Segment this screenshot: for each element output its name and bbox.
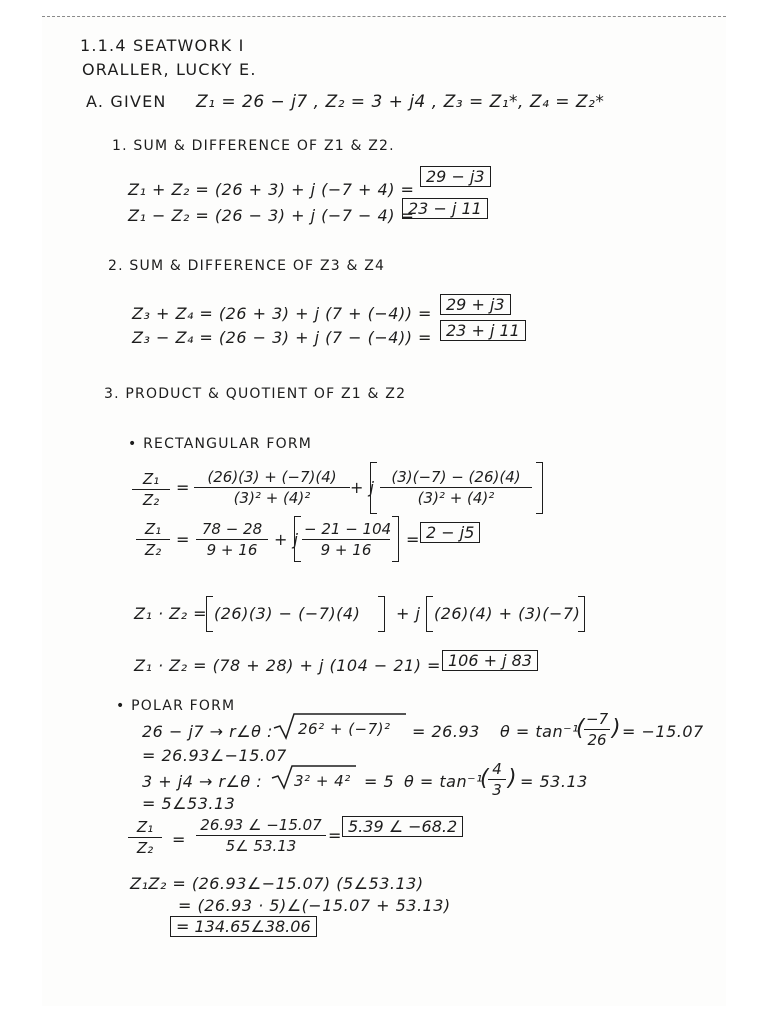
quotient-imag-denominator: (3)² + (4)²	[417, 489, 495, 507]
seatwork-heading: 1.1.4 SEATWORK I	[80, 36, 245, 55]
page-top-edge	[42, 16, 726, 17]
polar-product-answer-box: = 134.65∠38.06	[170, 916, 317, 937]
z1-theta-label: θ = tan⁻¹	[500, 722, 579, 741]
paper-sheet	[42, 16, 726, 1006]
quotient-rect-answer-box: 2 − j5	[420, 522, 480, 543]
fraction-bar	[488, 779, 506, 780]
z1-angle-denominator: 26	[587, 731, 607, 749]
equals-sign: =	[406, 530, 420, 549]
q1-difference-expression: Z₁ − Z₂ = (26 − 3) + j (−7 − 4) =	[128, 206, 415, 225]
z1-angle-fraction	[584, 710, 610, 749]
student-name: ORALLER, LUCKY E.	[82, 60, 257, 79]
given-label: A. GIVEN	[86, 92, 167, 111]
z1-polar-conversion: 26 − j7 → r∠θ :	[142, 722, 273, 741]
z2-angle-denominator: 3	[492, 781, 502, 799]
rectangular-form-label: • RECTANGULAR FORM	[128, 436, 313, 452]
paren-right: )	[612, 716, 622, 741]
z2-angle-numerator: 4	[492, 760, 502, 778]
z1-angle-value: = −15.07	[622, 722, 704, 741]
plus-j-sign: + j	[396, 604, 421, 623]
quotient2-imag-denominator: 9 + 16	[320, 541, 372, 559]
paren-right: )	[508, 766, 518, 791]
fraction-bar	[128, 837, 162, 838]
quotient2-lhs-fraction	[136, 520, 170, 559]
q1-difference-answer-box: 23 − j 11	[402, 198, 488, 219]
fraction-bar	[136, 539, 170, 540]
quotient-lhs-fraction	[132, 470, 170, 509]
left-bracket	[206, 596, 213, 632]
plus-j-sign: + j	[350, 478, 375, 497]
paren-left: (	[576, 716, 586, 741]
quotient-real-denominator: (3)² + (4)²	[233, 489, 311, 507]
right-bracket	[378, 596, 385, 632]
quotient2-lhs-numerator: Z₁	[144, 520, 162, 538]
right-bracket	[578, 596, 585, 632]
polar-quotient-answer-box: 5.39 ∠ −68.2	[342, 816, 463, 837]
quotient2-real-numerator: 78 − 28	[201, 520, 263, 538]
polar-quotient-lhs-denominator: Z₂	[136, 839, 154, 857]
product-real-part: (26)(3) − (−7)(4)	[214, 604, 361, 623]
quotient-real-numerator: (26)(3) + (−7)(4)	[207, 468, 337, 486]
quotient-imag-fraction	[380, 468, 532, 507]
z2-polar-conversion: 3 + j4 → r∠θ :	[142, 772, 263, 791]
q2-sum-expression: Z₃ + Z₄ = (26 + 3) + j (7 + (−4)) =	[132, 304, 432, 323]
z2-polar-result: = 5∠53.13	[142, 794, 236, 813]
given-values: Z₁ = 26 − j7 , Z₂ = 3 + j4 , Z₃ = Z₁*, Z₄ = Z₂*	[196, 92, 605, 112]
right-bracket	[392, 516, 399, 562]
quotient2-real-denominator: 9 + 16	[206, 541, 258, 559]
paren-left: (	[480, 766, 490, 791]
left-bracket	[426, 596, 433, 632]
z1-polar-result: = 26.93∠−15.07	[142, 746, 287, 765]
polar-product-line1: Z₁Z₂ = (26.93∠−15.07) (5∠53.13)	[130, 874, 424, 893]
polar-quotient-lhs	[128, 818, 162, 857]
quotient-real-fraction	[194, 468, 350, 507]
left-bracket	[370, 462, 377, 514]
quotient2-lhs-denominator: Z₂	[144, 541, 162, 559]
plus-j-sign: + j	[274, 530, 299, 549]
z1-magnitude: = 26.93	[412, 722, 480, 741]
equals-sign: =	[176, 530, 190, 549]
q2-difference-answer-box: 23 + j 11	[440, 320, 526, 341]
q1-title: 1. SUM & DIFFERENCE OF Z1 & Z2.	[112, 138, 395, 154]
quotient2-real-fraction	[196, 520, 268, 559]
polar-quotient-fraction	[196, 816, 326, 855]
fraction-bar	[196, 835, 326, 836]
product-lhs: Z₁ · Z₂ =	[134, 604, 207, 623]
z1-radicand: 26² + (−7)²	[298, 720, 391, 738]
quotient-lhs-denominator: Z₂	[142, 491, 160, 509]
equals-sign: =	[176, 478, 190, 497]
z2-theta-label: θ = tan⁻¹	[404, 772, 483, 791]
equals-sign: =	[172, 830, 186, 849]
q1-sum-answer-box: 29 − j3	[420, 166, 491, 187]
fraction-bar	[132, 489, 170, 490]
fraction-bar	[194, 487, 350, 488]
z2-angle-value: = 53.13	[520, 772, 588, 791]
quotient2-imag-numerator: − 21 − 104	[304, 520, 392, 538]
left-bracket	[294, 516, 301, 562]
fraction-bar	[302, 539, 390, 540]
z2-angle-fraction	[488, 760, 506, 799]
quotient-lhs-numerator: Z₁	[142, 470, 160, 488]
z2-magnitude: = 5	[364, 772, 395, 791]
fraction-bar	[196, 539, 268, 540]
q2-difference-expression: Z₃ − Z₄ = (26 − 3) + j (7 − (−4)) =	[132, 328, 432, 347]
quotient2-imag-fraction	[302, 520, 390, 559]
product-imag-part: (26)(4) + (3)(−7)	[434, 604, 581, 623]
polar-quotient-numerator: 26.93 ∠ −15.07	[200, 816, 322, 834]
fraction-bar	[584, 729, 610, 730]
polar-quotient-lhs-numerator: Z₁	[136, 818, 154, 836]
right-bracket	[536, 462, 543, 514]
product-rect-answer-box: 106 + j 83	[442, 650, 538, 671]
z1-angle-numerator: −7	[586, 710, 609, 728]
equals-sign: =	[328, 826, 342, 845]
polar-form-label: • POLAR FORM	[116, 698, 236, 714]
q3-title: 3. PRODUCT & QUOTIENT OF Z1 & Z2	[104, 386, 407, 402]
polar-quotient-denominator: 5∠ 53.13	[225, 837, 297, 855]
q2-title: 2. SUM & DIFFERENCE OF Z3 & Z4	[108, 258, 386, 274]
q1-sum-expression: Z₁ + Z₂ = (26 + 3) + j (−7 + 4) =	[128, 180, 415, 199]
quotient-imag-numerator: (3)(−7) − (26)(4)	[391, 468, 521, 486]
polar-product-line2: = (26.93 · 5)∠(−15.07 + 53.13)	[178, 896, 451, 915]
q2-sum-answer-box: 29 + j3	[440, 294, 511, 315]
product-sum-expression: Z₁ · Z₂ = (78 + 28) + j (104 − 21) =	[134, 656, 441, 675]
z2-radicand: 3² + 4²	[294, 772, 351, 790]
fraction-bar	[380, 487, 532, 488]
